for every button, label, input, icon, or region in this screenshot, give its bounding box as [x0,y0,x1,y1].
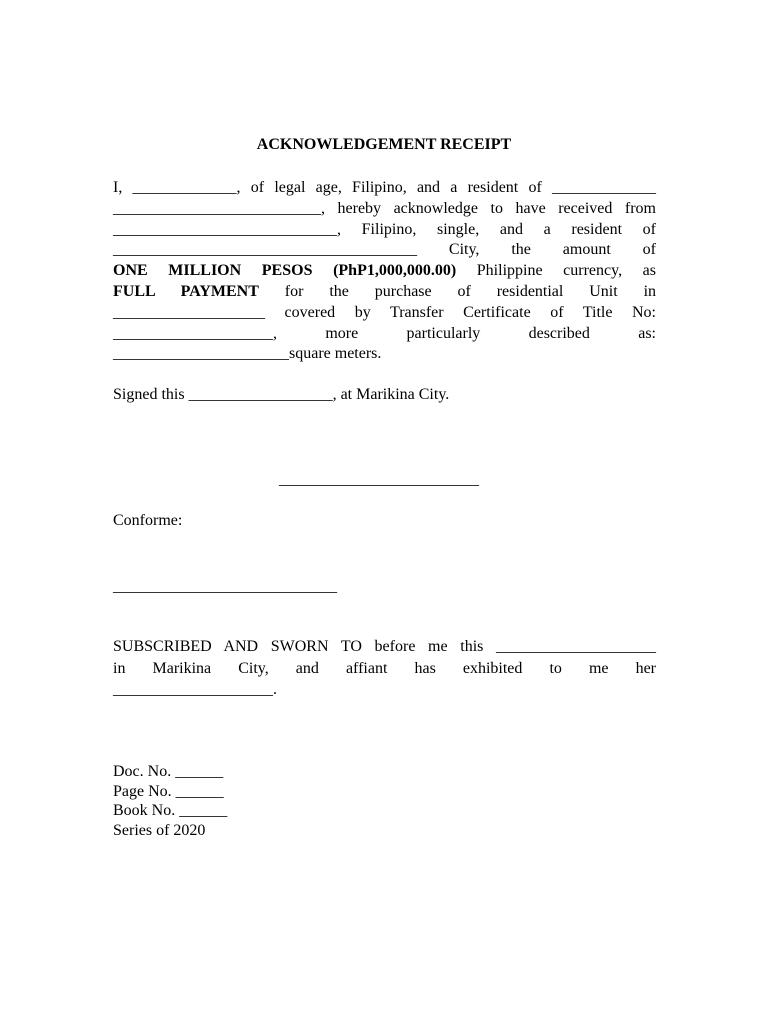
body-line-6-rest: for the purchase of residential Unit in [258,282,657,300]
receipt-body [113,178,656,365]
body-line-9: ______________________square meters. [113,345,382,363]
body-line-5-rest: Philippine currency, as [456,262,657,280]
series: Series of 2020 [113,821,206,839]
doc-no: Doc. No. ______ [113,763,224,780]
jurat-paragraph [113,636,656,701]
body-line-8: ____________________, more particularly described as: [113,324,656,342]
jurat-line-1: SUBSCRIBED AND SWORN TO before me this ____________________ [113,638,656,655]
signed-line: Signed this __________________, at Marikina City. [113,386,450,403]
full-payment-text: FULL PAYMENT [113,282,259,300]
amount-text: ONE MILLION PESOS (PhP1,000,000.00) [113,262,457,280]
jurat-line-3: ____________________. [113,681,277,699]
body-line-4: ______________________________________ City, the amount of [113,241,656,259]
body-line-6 [113,282,656,303]
body-line-1: I, _____________, of legal age, Filipino, and a resident of _____________ [113,179,656,196]
jurat-line-2: in Marikina City, and affiant has exhibited to me her [113,659,656,677]
body-line-3: ____________________________, Filipino, single, and a resident of [113,220,656,238]
body-line-7: ___________________ covered by Transfer Certificate of Title No: [113,303,656,321]
page-no: Page No. ______ [113,782,224,800]
book-no: Book No. ______ [113,802,228,819]
document-title: ACKNOWLEDGEMENT RECEIPT [256,136,512,153]
body-line-5 [113,261,656,282]
body-line-2: __________________________, hereby acknowledge to have received from [113,199,656,217]
signature-line: _________________________ [279,471,479,488]
conforme-signature-line: ____________________________ [113,578,337,595]
conforme-label: Conforme: [113,512,183,529]
notary-block [113,762,227,840]
